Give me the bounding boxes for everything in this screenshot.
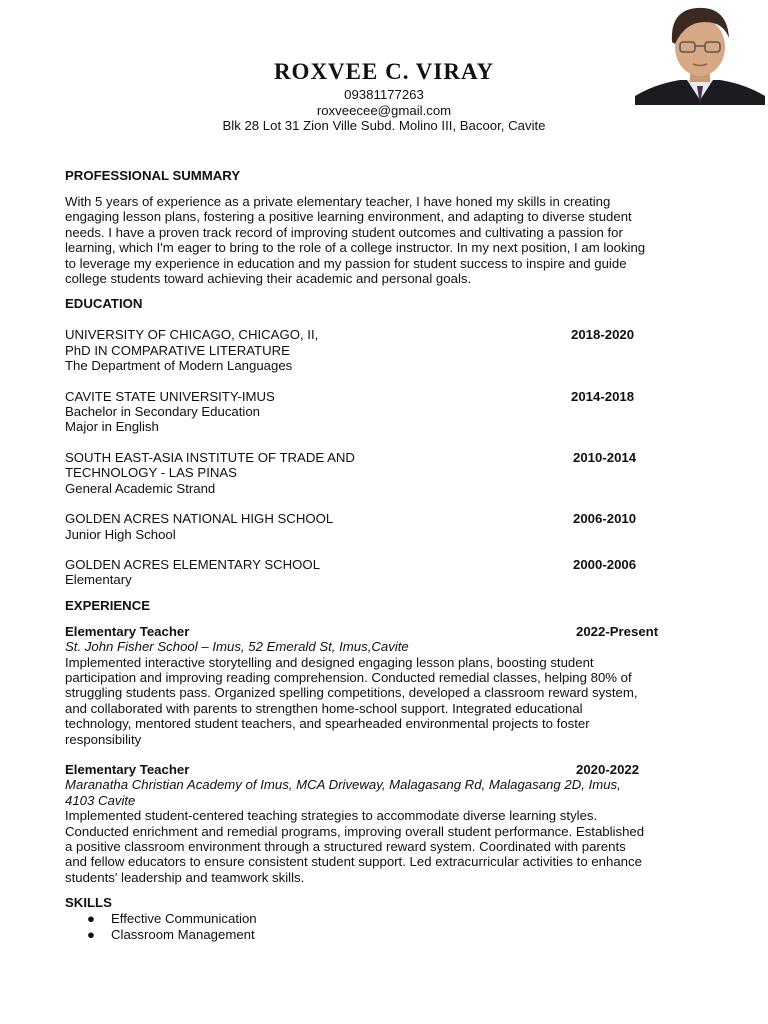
skill-label: Effective Communication [111, 911, 257, 927]
summary-line: learning, which I'm eager to bring to the role of a college instructor. In my next position, I am looking [65, 240, 646, 256]
education-line: SOUTH EAST-ASIA INSTITUTE OF TRADE AND [65, 449, 355, 465]
education-line: Junior High School [65, 526, 176, 542]
job-location: 4103 Cavite [65, 792, 136, 808]
resume-header [0, 58, 768, 134]
bullet-icon: ● [87, 911, 95, 927]
job-description-line: and fellow educators to ensure consistent student support. Led extracurricular activities to enhance [65, 854, 642, 870]
job-description-line: participation and improving reading comprehension. Conducted remedial classes, helping 80% of [65, 669, 632, 685]
education-line: UNIVERSITY OF CHICAGO, CHICAGO, II, [65, 327, 319, 343]
job-description-line: struggling students pass. Organized spelling competitions, developed a classroom reward system, [65, 685, 638, 701]
summary-paragraph [65, 194, 695, 286]
experience-entry [65, 624, 695, 747]
education-line: Bachelor in Secondary Education [65, 404, 261, 420]
summary-line: needs. I have a proven track record of improving student outcomes and cultivating a passion for [65, 224, 623, 240]
job-title: Elementary Teacher [65, 761, 190, 777]
job-description-line: and collaborated with parents to strengthen home-school support. Integrated educational [65, 700, 583, 716]
skills-list [65, 911, 695, 942]
education-line: Elementary [65, 572, 132, 588]
education-line: Major in English [65, 419, 159, 435]
education-entry [65, 327, 695, 373]
job-years: 2020-2022 [576, 761, 640, 777]
education-entry [65, 511, 695, 542]
education-entry [65, 450, 695, 496]
list-item [65, 927, 695, 942]
phone-number: 09381177263 [344, 87, 424, 102]
education-entry [65, 389, 695, 435]
education-line: GOLDEN ACRES NATIONAL HIGH SCHOOL [65, 511, 334, 527]
job-description-line: Conducted enrichment and remedial programs, improving overall student performance. Established [65, 823, 645, 839]
job-description-line: responsibility [65, 731, 142, 747]
education-line: TECHNOLOGY - LAS PINAS [65, 465, 237, 481]
education-line: PhD IN COMPARATIVE LITERATURE [65, 342, 290, 358]
education-years: 2018-2020 [571, 327, 635, 343]
summary-line: engaging lesson plans, fostering a positive learning environment, and adapting to diverse student [65, 209, 632, 225]
education-line: GOLDEN ACRES ELEMENTARY SCHOOL [65, 556, 321, 572]
education-line: CAVITE STATE UNIVERSITY-IMUS [65, 388, 275, 404]
job-description-line: a positive classroom environment through a structured reward system. Coordinated with parents [65, 839, 626, 854]
education-years: 2000-2006 [573, 556, 637, 572]
home-address: Blk 28 Lot 31 Zion Ville Subd. Molino III, Bacoor, Cavite [222, 118, 546, 133]
education-entry [65, 557, 695, 588]
job-description-line: Implemented interactive storytelling and designed engaging lesson plans, boosting student [65, 654, 594, 670]
job-description-line: technology, mentored student teachers, and spearheaded environmental projects to foster [65, 716, 590, 732]
experience-entry [65, 762, 695, 885]
education-years: 2010-2014 [573, 449, 637, 465]
summary-heading: PROFESSIONAL SUMMARY [65, 168, 241, 183]
list-item [65, 911, 695, 926]
education-years: 2014-2018 [571, 388, 635, 404]
email-address: roxveecee@gmail.com [316, 102, 452, 118]
experience-heading: EXPERIENCE [65, 597, 151, 613]
skills-heading: SKILLS [65, 895, 112, 911]
candidate-name: ROXVEE C. VIRAY [273, 59, 495, 84]
summary-line: to leverage my experience in education and my passion for student success to inspire and guide [65, 255, 627, 271]
education-line: General Academic Strand [65, 480, 216, 496]
education-years: 2006-2010 [573, 511, 637, 527]
summary-line: college students toward achieving their academic and personal goals. [65, 271, 472, 287]
job-location: Maranatha Christian Academy of Imus, MCA Driveway, Malagasang Rd, Malagasang 2D, Imus, [65, 777, 621, 793]
resume-body [65, 168, 695, 942]
job-location: St. John Fisher School – Imus, 52 Emerald St, Imus,Cavite [65, 639, 409, 655]
skill-label: Classroom Management [111, 926, 255, 942]
job-title: Elementary Teacher [65, 623, 190, 639]
summary-line: With 5 years of experience as a private elementary teacher, I have honed my skills in creating [65, 194, 611, 209]
job-description-line: Implemented student-centered teaching strategies to accommodate diverse learning styles. [65, 808, 598, 824]
education-line: The Department of Modern Languages [65, 358, 293, 374]
job-description-line: students' leadership and teamwork skills. [65, 869, 305, 885]
job-years: 2022-Present [576, 623, 659, 639]
education-heading: EDUCATION [65, 296, 143, 312]
bullet-icon: ● [87, 926, 95, 942]
